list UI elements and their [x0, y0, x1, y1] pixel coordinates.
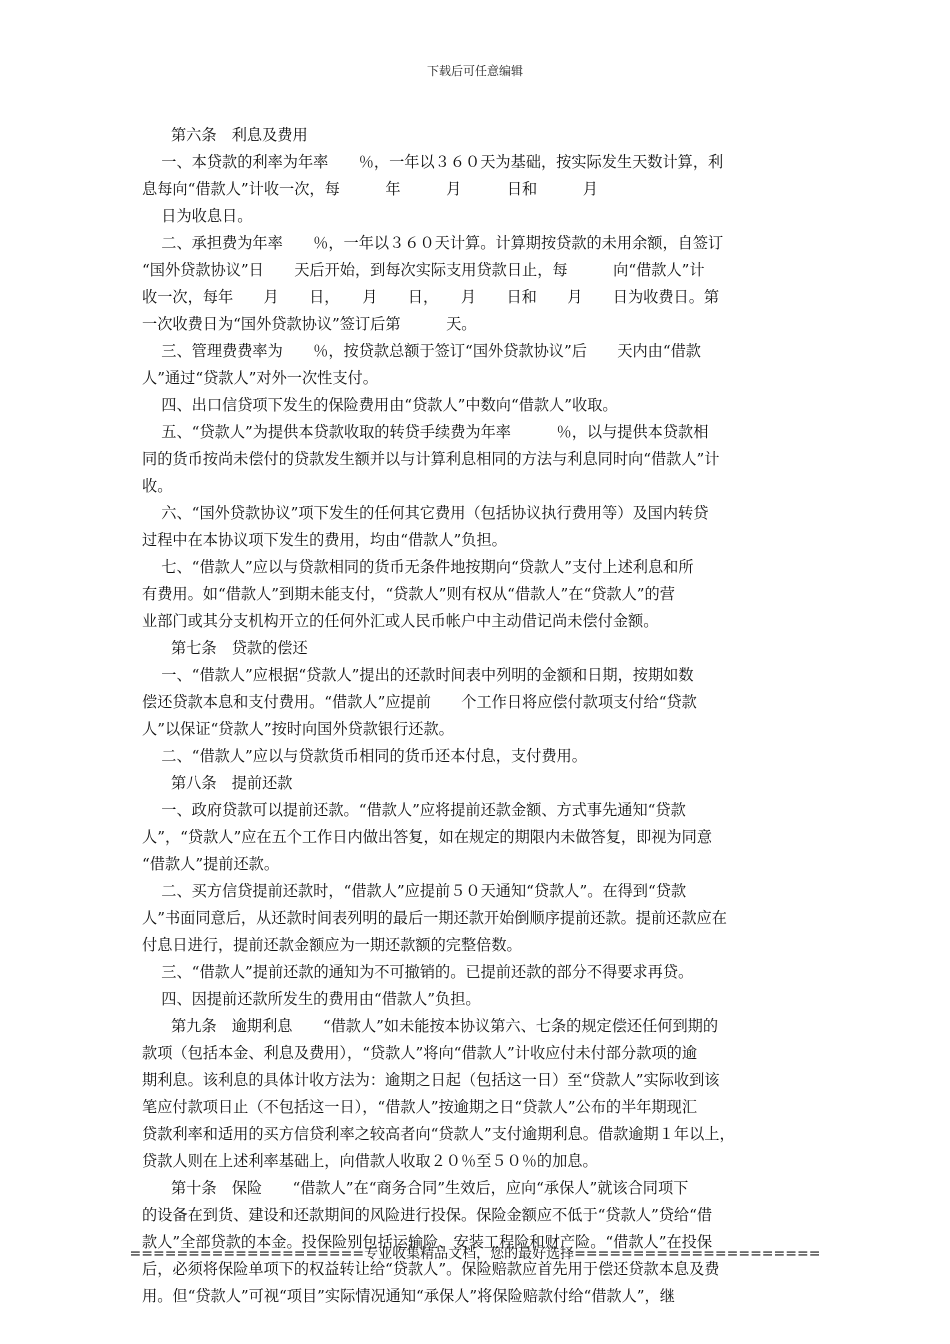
text-line: 一、“借款人”应根据“贷款人”提出的还款时间表中列明的金额和日期，按期如数 — [142, 666, 694, 684]
text-line: 收。 — [142, 477, 173, 495]
text-line: 人”，“贷款人”应在五个工作日内做出答复，如在规定的期限内未做答复，即视为同意 — [142, 828, 713, 846]
text-line: 日为收息日。 — [142, 207, 253, 225]
text-line: 人”通过“贷款人”对外一次性支付。 — [142, 369, 378, 387]
text-line: 四、因提前还款所发生的费用由“借款人”负担。 — [142, 990, 481, 1008]
text-line: 第十条 保险 “借款人”在“商务合同”生效后，应向“承保人”就该合同项下 — [142, 1179, 689, 1197]
text-line: 贷款利率和适用的买方信贷利率之较高者向“贷款人”支付逾期利息。借款逾期１年以上， — [142, 1125, 735, 1143]
text-line: 三、“借款人”提前还款的通知为不可撤销的。已提前还款的部分不得要求再贷。 — [142, 963, 694, 981]
text-line: “国外贷款协议”日 天后开始，到每次实际支用贷款日止，每 向“借款人”计 — [142, 261, 705, 279]
text-line: 后，必须将保险单项下的权益转让给“贷款人”。保险赔款应首先用于偿还贷款本息及费 — [142, 1260, 720, 1278]
text-line: 的设备在到货、建设和还款期间的风险进行投保。保险金额应不低于“贷款人”贷给“借 — [142, 1206, 713, 1224]
text-line: 二、买方信贷提前还款时，“借款人”应提前５０天通知“贷款人”。在得到“贷款 — [142, 882, 687, 900]
text-line: 人”以保证“贷款人”按时向国外贷款银行还款。 — [142, 720, 454, 738]
text-line: 一、本贷款的利率为年率 ％，一年以３６０天为基础，按实际发生天数计算，利 — [142, 153, 724, 171]
text-line: 业部门或其分支机构开立的任何外汇或人民币帐户中主动借记尚未偿付金额。 — [142, 612, 659, 630]
text-line: 息每向“借款人”计收一次，每 年 月 日和 月 — [142, 180, 598, 198]
text-line: 一、政府贷款可以提前还款。“借款人”应将提前还款金额、方式事先通知“贷款 — [142, 801, 686, 819]
text-line: 人”书面同意后，从还款时间表列明的最后一期还款开始倒顺序提前还款。提前还款应在 — [142, 909, 727, 927]
text-line: 五、“贷款人”为提供本贷款收取的转贷手续费为年率 ％，以与提供本贷款相 — [142, 423, 709, 441]
page-footer: ====================专业收集精品文档，您的最好选择===================== — [129, 1246, 821, 1262]
text-line: 款人”全部贷款的本金。投保险别包括运输险、安装工程险和财产险。“借款人”在投保 — [142, 1233, 713, 1251]
text-line: 期利息。该利息的具体计收方法为：逾期之日起（包括这一日）至“贷款人”实际收到该 — [142, 1071, 720, 1089]
text-line: 同的货币按尚未偿付的贷款发生额并以与计算利息相同的方法与利息同时向“借款人”计 — [142, 450, 720, 468]
text-line: 第八条 提前还款 — [142, 774, 293, 792]
text-line: 偿还贷款本息和支付费用。“借款人”应提前 个工作日将应偿付款项支付给“贷款 — [142, 693, 697, 711]
text-line: 有费用。如“借款人”到期未能支付，“贷款人”则有权从“借款人”在“贷款人”的营 — [142, 585, 675, 603]
text-line: 用。但“贷款人”可视“项目”实际情况通知“承保人”将保险赔款付给“借款人”，继 — [142, 1287, 675, 1305]
text-line: “借款人”提前还款。 — [142, 855, 280, 873]
text-line: 笔应付款项日止（不包括这一日），“借款人”按逾期之日“贷款人”公布的半年期现汇 — [142, 1098, 698, 1116]
text-line: 六、“国外贷款协议”项下发生的任何其它费用（包括协议执行费用等）及国内转贷 — [142, 504, 709, 522]
text-line: 贷款人则在上述利率基础上，向借款人收取２０％至５０％的加息。 — [142, 1152, 598, 1170]
text-line: 款项（包括本金、利息及费用），“贷款人”将向“借款人”计收应付未付部分款项的逾 — [142, 1044, 698, 1062]
text-line: 收一次，每年 月 日， 月 日， 月 日和 月 日为收费日。第 — [142, 288, 720, 306]
text-line: 第九条 逾期利息 “借款人”如未能按本协议第六、七条的规定偿还任何到期的 — [142, 1017, 719, 1035]
document-body — [142, 122, 810, 1310]
text-line: 七、“借款人”应以与贷款相同的货币无条件地按期向“贷款人”支付上述利息和所 — [142, 558, 694, 576]
text-line: 第六条 利息及费用 — [142, 126, 308, 144]
text-line: 一次收费日为“国外贷款协议”签订后第 天。 — [142, 315, 477, 333]
text-line: 付息日进行，提前还款金额应为一期还款额的完整倍数。 — [142, 936, 522, 954]
text-line: 二、承担费为年率 ％，一年以３６０天计算。计算期按贷款的未用余额，自签订 — [142, 234, 724, 252]
text-line: 过程中在本协议项下发生的费用，均由“借款人”负担。 — [142, 531, 507, 549]
text-line: 三、管理费费率为 ％，按贷款总额于签订“国外贷款协议”后 天内由“借款 — [142, 342, 701, 360]
text-line: 二、“借款人”应以与贷款货币相同的货币还本付息，支付费用。 — [142, 747, 587, 765]
text-line: 四、出口信贷项下发生的保险费用由“贷款人”中数向“借款人”收取。 — [142, 396, 618, 414]
page-header: 下载后可任意编辑 — [426, 64, 523, 78]
text-line: 第七条 贷款的偿还 — [142, 639, 308, 657]
